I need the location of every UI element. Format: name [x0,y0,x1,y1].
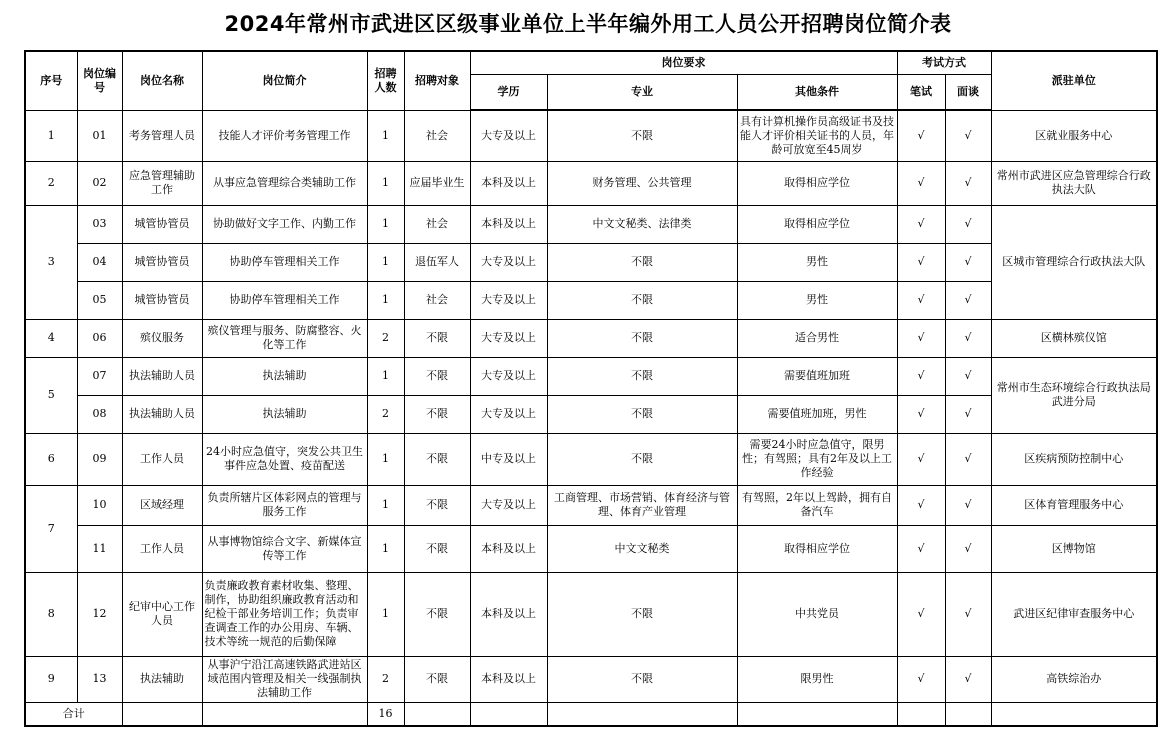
target-cell: 不限 [404,319,470,357]
code-cell: 03 [77,205,122,243]
table-row [25,281,1157,319]
major-cell: 中文文秘类、法律类 [547,205,737,243]
seq-cell: 4 [25,319,77,357]
name-cell: 城管协管员 [122,281,202,319]
empty-cell [202,702,367,726]
intro-cell: 负责所辖片区体彩网点的管理与服务工作 [202,485,367,525]
seq-cell: 8 [25,572,77,656]
unit-cell: 区疾病预防控制中心 [991,433,1157,485]
table-row [25,656,1157,702]
intro-cell: 协助停车管理相关工作 [202,281,367,319]
education-cell: 本科及以上 [470,205,547,243]
header-requirements: 岗位要求 [470,51,897,75]
table-row [25,243,1157,281]
code-cell: 10 [77,485,122,525]
seq-cell: 5 [25,357,77,433]
unit-cell: 武进区纪律审查服务中心 [991,572,1157,656]
empty-cell [897,702,945,726]
unit-cell: 区城市管理综合行政执法大队 [991,205,1157,319]
seq-cell: 2 [25,161,77,205]
count-cell: 2 [367,395,404,433]
total-row [25,702,1157,726]
empty-cell [122,702,202,726]
other-cell: 需要值班加班，男性 [737,395,897,433]
major-cell: 不限 [547,572,737,656]
interview-check: √ [945,395,991,433]
unit-cell: 区就业服务中心 [991,110,1157,161]
name-cell: 殡仪服务 [122,319,202,357]
major-cell: 工商管理、市场营销、体育经济与管理、体育产业管理 [547,485,737,525]
education-cell: 大专及以上 [470,243,547,281]
written-check: √ [897,525,945,572]
count-cell: 1 [367,572,404,656]
code-cell: 02 [77,161,122,205]
target-cell: 社会 [404,110,470,161]
written-check: √ [897,161,945,205]
count-cell: 2 [367,319,404,357]
written-check: √ [897,395,945,433]
table-row [25,485,1157,525]
count-cell: 1 [367,110,404,161]
written-check: √ [897,433,945,485]
interview-check: √ [945,357,991,395]
header-seq: 序号 [25,51,77,110]
seq-cell: 9 [25,656,77,702]
page-title: 2024年常州市武进区区级事业单位上半年编外用工人员公开招聘岗位简介表 [224,12,952,36]
education-cell: 本科及以上 [470,656,547,702]
table-row [25,572,1157,656]
count-cell: 1 [367,161,404,205]
target-cell: 应届毕业生 [404,161,470,205]
education-cell: 大专及以上 [470,485,547,525]
other-cell: 男性 [737,281,897,319]
interview-check: √ [945,525,991,572]
table-row [25,525,1157,572]
count-cell: 1 [367,205,404,243]
name-cell: 考务管理人员 [122,110,202,161]
target-cell: 不限 [404,357,470,395]
education-cell: 本科及以上 [470,572,547,656]
empty-cell [547,702,737,726]
code-cell: 08 [77,395,122,433]
header-unit: 派驻单位 [991,51,1157,110]
empty-cell [737,702,897,726]
written-check: √ [897,110,945,161]
seq-cell: 1 [25,110,77,161]
table-row [25,319,1157,357]
seq-cell: 3 [25,205,77,319]
table-row [25,433,1157,485]
other-cell: 中共党员 [737,572,897,656]
target-cell: 不限 [404,572,470,656]
unit-cell: 常州市武进区应急管理综合行政执法大队 [991,161,1157,205]
interview-check: √ [945,572,991,656]
target-cell: 不限 [404,485,470,525]
education-cell: 中专及以上 [470,433,547,485]
target-cell: 不限 [404,433,470,485]
unit-cell: 区体育管理服务中心 [991,485,1157,525]
empty-cell [470,702,547,726]
interview-check: √ [945,485,991,525]
name-cell: 城管协管员 [122,243,202,281]
count-cell: 1 [367,485,404,525]
count-cell: 1 [367,281,404,319]
target-cell: 不限 [404,525,470,572]
code-cell: 05 [77,281,122,319]
intro-cell: 从事博物馆综合文字、新媒体宣传等工作 [202,525,367,572]
interview-check: √ [945,110,991,161]
header-interview: 面谈 [945,75,991,111]
education-cell: 本科及以上 [470,161,547,205]
table-row [25,357,1157,395]
written-check: √ [897,319,945,357]
table-body [25,110,1157,726]
header-exam: 考试方式 [897,51,991,75]
education-cell: 大专及以上 [470,357,547,395]
intro-cell: 协助做好文字工作、内勤工作 [202,205,367,243]
major-cell: 不限 [547,656,737,702]
header-written: 笔试 [897,75,945,111]
intro-cell: 从事沪宁沿江高速铁路武进站区域范围内管理及相关一线强制执法辅助工作 [202,656,367,702]
education-cell: 大专及以上 [470,281,547,319]
name-cell: 纪审中心工作人员 [122,572,202,656]
empty-cell [404,702,470,726]
positions-table [24,50,1158,727]
intro-cell: 24小时应急值守，突发公共卫生事件应急处置、疫苗配送 [202,433,367,485]
education-cell: 本科及以上 [470,525,547,572]
other-cell: 取得相应学位 [737,205,897,243]
education-cell: 大专及以上 [470,110,547,161]
unit-cell: 区博物馆 [991,525,1157,572]
other-cell: 取得相应学位 [737,161,897,205]
target-cell: 社会 [404,205,470,243]
table-row [25,161,1157,205]
written-check: √ [897,485,945,525]
seq-cell: 7 [25,485,77,572]
major-cell: 中文文秘类 [547,525,737,572]
header-other: 其他条件 [737,75,897,111]
target-cell: 不限 [404,656,470,702]
other-cell: 需要值班加班 [737,357,897,395]
unit-cell: 区横林殡仪馆 [991,319,1157,357]
other-cell: 取得相应学位 [737,525,897,572]
written-check: √ [897,205,945,243]
intro-cell: 协助停车管理相关工作 [202,243,367,281]
intro-cell: 技能人才评价考务管理工作 [202,110,367,161]
name-cell: 工作人员 [122,525,202,572]
count-cell: 1 [367,433,404,485]
header-target: 招聘对象 [404,51,470,110]
name-cell: 执法辅助人员 [122,395,202,433]
intro-cell: 执法辅助 [202,357,367,395]
intro-cell: 殡仪管理与服务、防腐整容、火化等工作 [202,319,367,357]
intro-cell: 负责廉政教育素材收集、整理、制作，协助组织廉政教育活动和纪检干部业务培训工作；负责审查调查工作的办公用房、车辆、技术等统一规范的后勤保障 [202,572,367,656]
target-cell: 不限 [404,395,470,433]
count-cell: 2 [367,656,404,702]
major-cell: 不限 [547,433,737,485]
written-check: √ [897,281,945,319]
table-row [25,205,1157,243]
table-row [25,395,1157,433]
major-cell: 不限 [547,110,737,161]
name-cell: 应急管理辅助工作 [122,161,202,205]
header-intro: 岗位简介 [202,51,367,110]
code-cell: 01 [77,110,122,161]
table-row [25,110,1157,161]
written-check: √ [897,243,945,281]
other-cell: 需要24小时应急值守，限男性；有驾照；具有2年及以上工作经验 [737,433,897,485]
interview-check: √ [945,319,991,357]
header-major: 专业 [547,75,737,111]
intro-cell: 执法辅助 [202,395,367,433]
written-check: √ [897,572,945,656]
education-cell: 大专及以上 [470,319,547,357]
code-cell: 06 [77,319,122,357]
major-cell: 财务管理、公共管理 [547,161,737,205]
header-name: 岗位名称 [122,51,202,110]
intro-cell: 从事应急管理综合类辅助工作 [202,161,367,205]
other-cell: 男性 [737,243,897,281]
code-cell: 07 [77,357,122,395]
name-cell: 区域经理 [122,485,202,525]
count-cell: 1 [367,243,404,281]
major-cell: 不限 [547,357,737,395]
name-cell: 城管协管员 [122,205,202,243]
header-education: 学历 [470,75,547,111]
other-cell: 有驾照，2年以上驾龄，拥有自备汽车 [737,485,897,525]
name-cell: 执法辅助 [122,656,202,702]
code-cell: 04 [77,243,122,281]
major-cell: 不限 [547,395,737,433]
code-cell: 11 [77,525,122,572]
total-count: 16 [367,702,404,726]
header-code: 岗位编号 [77,51,122,110]
target-cell: 社会 [404,281,470,319]
count-cell: 1 [367,357,404,395]
interview-check: √ [945,205,991,243]
interview-check: √ [945,161,991,205]
unit-cell: 常州市生态环境综合行政执法局武进分局 [991,357,1157,433]
education-cell: 大专及以上 [470,395,547,433]
written-check: √ [897,357,945,395]
major-cell: 不限 [547,243,737,281]
code-cell: 13 [77,656,122,702]
other-cell: 限男性 [737,656,897,702]
empty-cell [991,702,1157,726]
interview-check: √ [945,656,991,702]
interview-check: √ [945,243,991,281]
header-count: 招聘人数 [367,51,404,110]
name-cell: 工作人员 [122,433,202,485]
other-cell: 适合男性 [737,319,897,357]
interview-check: √ [945,433,991,485]
other-cell: 具有计算机操作员高级证书及技能人才评价相关证书的人员，年龄可放宽至45周岁 [737,110,897,161]
count-cell: 1 [367,525,404,572]
target-cell: 退伍军人 [404,243,470,281]
written-check: √ [897,656,945,702]
total-label: 合计 [25,702,122,726]
code-cell: 09 [77,433,122,485]
empty-cell [945,702,991,726]
major-cell: 不限 [547,281,737,319]
code-cell: 12 [77,572,122,656]
name-cell: 执法辅助人员 [122,357,202,395]
seq-cell: 6 [25,433,77,485]
interview-check: √ [945,281,991,319]
unit-cell: 高铁综治办 [991,656,1157,702]
major-cell: 不限 [547,319,737,357]
